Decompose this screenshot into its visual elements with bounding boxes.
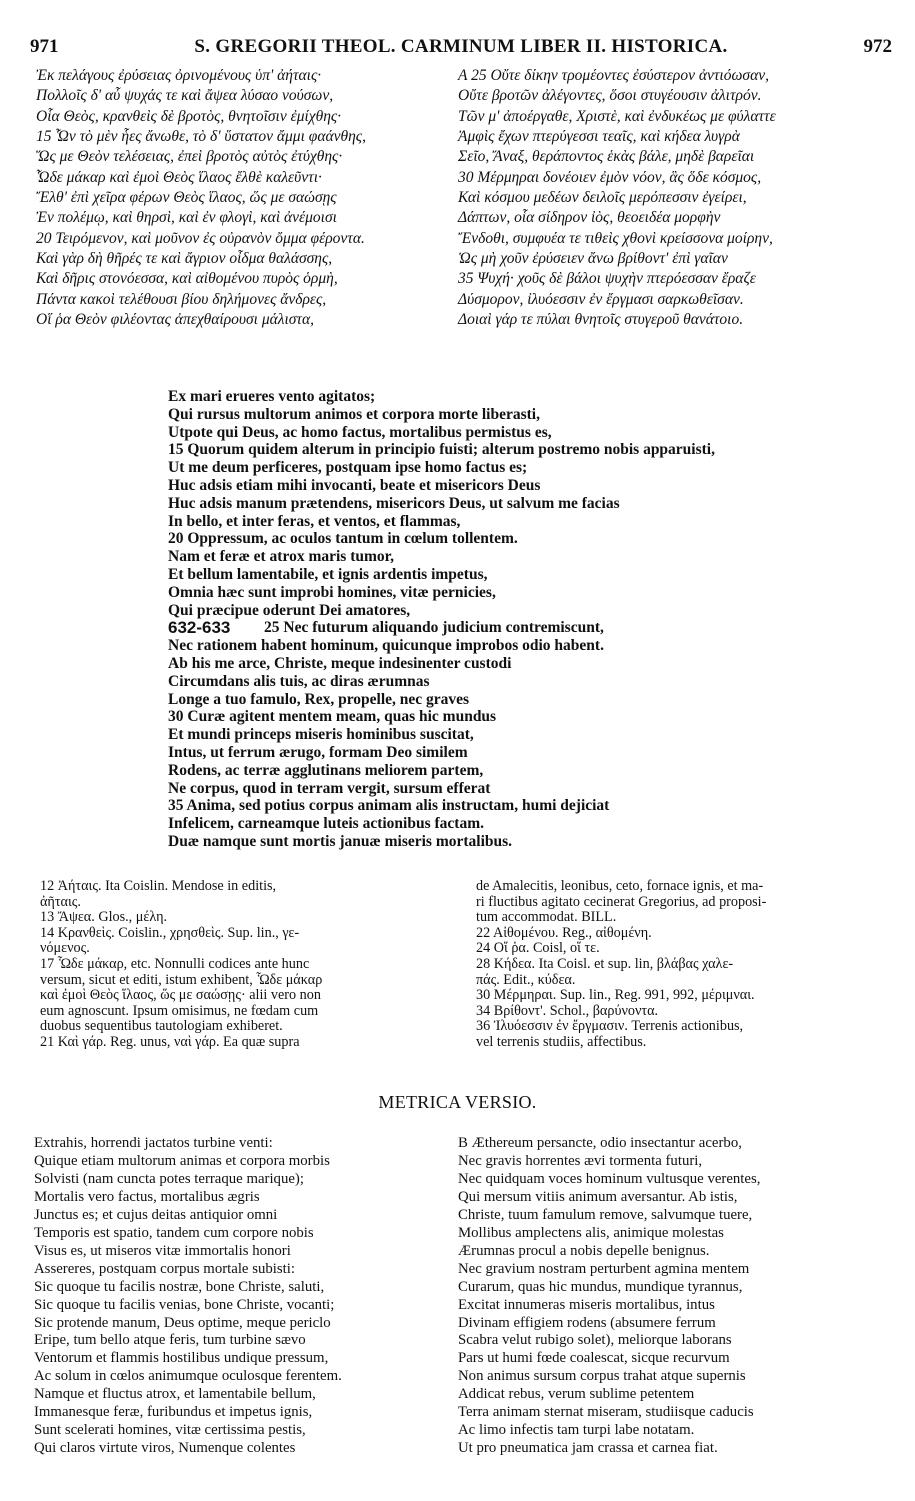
notes-right-line: vel terrenis studiis, affectibus. [476,1033,647,1050]
verse-left-line: Temporis est spatio, tandem cum corpore nobis [34,1224,314,1241]
greek-left-line: Καὶ δῆρις στονόεσσα, καὶ αἰθομένου πυρὸς ὁρμὴ, [36,270,338,288]
latin-translation-line: 15 Quorum quidem alterum in principio fuisti; alterum postremo nobis apparuisti, [168,441,715,459]
margin-column-reference: 632-633 [168,618,231,637]
running-title: S. GREGORII THEOL. CARMINUM LIBER II. HISTORICA. [194,36,728,57]
verse-right-line: Ac limo infectis tam turpi labe notatam. [458,1422,695,1439]
greek-text-left-column [36,66,454,330]
verse-left-line: Qui claros virtute viros, Numenque colentes [34,1440,296,1457]
latin-translation-line: Huc adsis manum prætendens, misericors Deus, ut salvum me facias [168,494,620,512]
latin-translation-line: 20 Oppressum, ac oculos tantum in cœlum tollentem. [168,530,518,548]
greek-right-line: Ἀμφὶς ἔχων πτερύγεσσι τεαῖς, καὶ κήδεα λυγρὰ [458,128,740,146]
greek-right-line: Δύσμορον, ἰλυόεσσιν ἐν ἔργμασι σαρκωθεῖσαν. [458,290,744,308]
greek-left-line: Οἵ ῥα Θεὸν φιλέοντας ἀπεχθαίρουσι μάλιστα, [36,311,314,329]
greek-left-line: Ὥς με Θεὸν τελέσειας, ἐπεὶ βροτὸς αὐτὸς ἐτύχθης· [36,148,343,166]
notes-left-line: 13 Ἄψεα. Glos., μέλη. [40,909,168,926]
greek-right-line: Οὔτε βροτῶν ἀλέγοντες, ὅσοι στυγέουσιν ἀλιτρόν. [458,87,762,105]
greek-right-line: A 25 Οὔτε δίκην τρομέοντες ἐσύστερον ἀντιόωσαν, [458,67,769,84]
verse-left-line: Sic quoque tu facilis nostræ, bone Christe, saluti, [34,1278,325,1295]
footnotes-left-column [40,879,452,1051]
greek-left-line: Καὶ γὰρ δὴ θῆρές τε καὶ ἄγριον οἶδμα θαλάσσης, [36,250,333,268]
verse-left-line: Immanesque feræ, furibundus et impetus ignis, [34,1404,313,1421]
running-header [30,36,892,62]
verse-right-line: B Æthereum persancte, odio insectantur acerbo, [458,1135,742,1151]
verse-left-line: Namque et fluctus atrox, et lamentabile bellum, [34,1386,316,1403]
verse-left-line: Quique etiam multorum animas et corpora morbis [34,1152,330,1169]
latin-translation [168,388,888,851]
latin-translation-line: Ab his me arce, Christe, meque indesinenter custodi [168,654,512,672]
latin-translation-line: Circumdans alis tuis, ac diras ærumnas [168,672,430,690]
verse-left-line: Assereres, postquam corpus mortale subisti: [34,1260,295,1277]
greek-right-line: Δοιαὶ γάρ τε πύλαι θνητοῖς στυγεροῦ θανάτοιο. [458,311,744,329]
latin-translation-line: Rodens, ac terræ agglutinans meliorem partem, [168,761,484,779]
section-title: METRICA VERSIO. [378,1092,537,1112]
notes-left-line: 12 Ἀήταις. Ita Coislin. Mendose in editis, [40,878,277,894]
verse-left-line: Solvisti (nam cuncta potes terraque marique); [34,1170,304,1187]
notes-right-line: 34 Βρίθοντ'. Schol., βαρύνοντα. [476,1002,659,1019]
verse-right-line: Nec gravium nostram perturbent agmina mentem [458,1260,750,1277]
notes-left-line: duobus sequentibus tautologiam exhiberet. [40,1018,283,1035]
latin-translation-line: Omnia hæc sunt improbi homines, vitæ pernicies, [168,583,496,601]
verse-right-line: Excitat innumeras miseris mortalibus, intus [458,1296,715,1313]
greek-left-line: Πολλοῖς δ' αὖ ψυχάς τε καὶ ἄψεα λύσαο νούσων, [36,87,334,105]
latin-translation-line: Utpote qui Deus, ac homo factus, mortalibus permistus es, [168,423,552,441]
notes-right-line: 36 Ἰλυόεσσιν ἐν ἔργμασιν. Terrenis actionibus, [476,1018,744,1035]
latin-translation-line: Nam et feræ et atrox maris tumor, [168,548,394,566]
latin-translation-line: 30 Curæ agitent mentem meam, quas hic mundus [168,708,497,726]
verse-left-line: Eripe, tum bello atque feris, tum turbine sævo [34,1332,306,1349]
verse-left-line: Junctus es; et cujus deitas antiquior omni [34,1206,278,1223]
latin-translation-line: Longe a tuo famulo, Rex, propelle, nec graves [168,690,470,708]
verse-left-line: Ventorum et flammis hostilibus undique pressum, [34,1350,329,1367]
greek-right-line: Ἔνδοθι, συμφυέα τε τιθεὶς χθονὶ κρείσσονα μοίρην, [458,229,773,247]
latin-translation-line: Ex mari erueres vento agitatos; [168,388,376,405]
notes-right-line: 30 Μέρμηραι. Sup. lin., Reg. 991, 992, μέριμναι. [476,987,755,1004]
metrical-version-right-column [458,1135,898,1458]
page-number-left: 971 [30,36,59,57]
greek-right-line: Καὶ κόσμου μεδέων δειλοῖς μερόπεσσιν ἐγείρει, [458,189,747,207]
verse-left-line: Mortalis vero factus, mortalibus ægris [34,1188,260,1205]
verse-right-line: Non animus sursum corpus trahat atque supernis [458,1368,746,1385]
greek-right-line: Σεῖο, Ἄναξ, θεράποντος ἑκὰς βάλε, μηδὲ βαρεῖαι [458,148,755,166]
verse-left-line: Sic protende manum, Deus optime, meque periclo [34,1314,331,1331]
verse-right-line: Pars ut humi fœde coalescat, sicque recurvum [458,1350,730,1367]
notes-right-line: ri fluctibus agitato cecinerat Gregorius, ad proposi- [476,893,767,910]
verse-right-line: Christe, tuum famulum remove, salvumque tuere, [458,1206,753,1223]
greek-left-line: 20 Τειρόμενον, καὶ μοῦνον ἐς οὐρανὸν ὄμμα φέροντα. [36,229,365,247]
latin-translation-line: Ut me deum perficeres, postquam ipse homo factus es; [168,459,528,477]
notes-left-line: 17 Ὧδε μάκαρ, etc. Nonnulli codices ante hunc [40,955,310,972]
notes-left-line: versum, sicut et editi, istum exhibent, Ὧδε μάκαρ [40,971,323,988]
metrical-version-left-column [34,1135,454,1458]
latin-translation-line: Et bellum lamentabile, et ignis ardentis impetus, [168,565,488,583]
greek-left-line: Ἔλθ' ἐπὶ χεῖρα φέρων Θεὸς ἵλαος, ὥς με σαώσῃς [36,189,337,207]
notes-left-line: eum agnoscunt. Ipsum omisimus, ne fœdam cum [40,1002,319,1019]
greek-text-right-column [458,66,898,330]
page-number-right: 972 [863,36,892,57]
latin-translation-line: Qui rursus multorum animos et corpora morte liberasti, [168,405,540,423]
notes-right-line: 22 Αἰθομένου. Reg., αἰθομένη. [476,924,652,941]
verse-right-line: Qui mersum vitiis animum aversantur. Ab istis, [458,1188,738,1205]
latin-translation-line: 35 Anima, sed potius corpus animam alis instructam, humi dejiciat [168,797,610,815]
verse-right-line: Nec quidquam voces hominum vultusque verentes, [458,1170,761,1187]
latin-translation-line: Ne corpus, quod in terram vergit, sursum efferat [168,779,491,797]
latin-translation-line: Qui præcipue oderunt Dei amatores, [168,601,411,619]
verse-right-line: Terra animam sternat miseram, studiisque caducis [458,1404,754,1421]
latin-translation-line: In bello, et inter feras, et ventos, et flammas, [168,512,461,530]
greek-left-line: 15 Ὧν τὸ μὲν ἧες ἄνωθε, τὸ δ' ὕστατον ἄμμι φαάνθης, [36,128,366,146]
greek-right-line: Τῶν μ' ἀποέργαθε, Χριστὲ, καὶ ἐνδυκέως με φύλαττε [458,107,776,125]
notes-left-line: 21 Καὶ γάρ. Reg. unus, ναὶ γάρ. Ea quæ supra [40,1033,300,1050]
footnotes-right-column [476,879,896,1051]
greek-right-line: 35 Ψυχή· χοῦς δὲ βάλοι ψυχὴν πτερόεσσαν ἔραζε [458,270,756,288]
verse-right-line: Nec gravis horrentes ævi tormenta futuri, [458,1152,703,1169]
verse-right-line: Ærumnas procul a nobis depelle benignus. [458,1242,710,1259]
notes-right-line: de Amalecitis, leonibus, ceto, fornace ignis, et ma- [476,878,764,894]
verse-left-line: Visus es, ut miseros vitæ immortalis honori [34,1242,291,1259]
latin-translation-line: 25 Nec futurum aliquando judicium contremiscunt, [264,619,604,637]
verse-right-line: Divinam effigiem rodens (absumere ferrum [458,1314,716,1331]
verse-right-line: Ut pro pneumatica jam crassa et carnea fiat. [458,1440,718,1457]
greek-left-line: Ἐκ πελάγους ἐρύσειας ὀρινομένους ὑπ' ἀήταις· [36,67,322,84]
verse-left-line: Sunt scelerati homines, vitæ certissima pestis, [34,1422,306,1439]
notes-left-line: 14 Κρανθεὶς. Coislin., χρησθεὶς. Sup. lin., γε- [40,924,300,941]
greek-right-line: Δάπτων, οἷα σίδηρον ἰὸς, θεοειδέα μορφὴν [458,209,721,227]
latin-translation-line: Et mundi princeps miseris hominibus suscitat, [168,726,474,744]
notes-right-line: 24 Οἵ ῥα. Coisl, οἵ τε. [476,940,600,957]
verse-right-line: Scabra velut rubigo solet), meliorque laborans [458,1332,732,1349]
verse-left-line: Ac solum in cœlos animumque oculosque ferentem. [34,1368,342,1385]
greek-right-line: 30 Μέρμηραι δονέοιεν ἐμὸν νόον, ἃς ὅδε κόσμος, [458,168,762,186]
latin-translation-line: Intus, ut ferrum ærugo, formam Deo similem [168,743,468,761]
latin-translation-line: Infelicem, carneamque luteis actionibus factam. [168,815,484,833]
notes-left-line: ἀῆταις. [40,893,81,910]
latin-translation-line: Huc adsis etiam mihi invocanti, beate et misericors Deus [168,476,541,494]
verse-left-line: Sic quoque tu facilis venias, bone Christe, vocanti; [34,1296,335,1313]
notes-right-line: πάς. Edit., κύδεα. [476,971,576,988]
latin-translation-line: Duæ namque sunt mortis januæ miseris mortalibus. [168,832,513,850]
greek-left-line: Ὧδε μάκαρ καὶ ἐμοὶ Θεὸς ἵλαος ἔλθὲ καλεῦντι· [36,168,322,186]
greek-left-line: Ἐν πολέμῳ, καὶ θηρσὶ, καὶ ἐν φλογὶ, καὶ ἀνέμοισι [36,209,337,227]
notes-left-line: νόμενος. [40,940,90,957]
notes-right-line: tum accommodat. BILL. [476,909,617,926]
notes-left-line: καὶ ἐμοὶ Θεὸς ἵλαος, ὥς με σαώσῃς· alii vero non [40,987,321,1004]
greek-right-line: Ὡς μὴ χοῦν ἐρύσειεν ἄνω βρίθοντ' ἐπὶ γαῖαν [458,250,728,268]
greek-left-line: Πάντα κακοὶ τελέθουσι βίου δηλήμονες ἄνδρες, [36,290,327,308]
verse-right-line: Addicat rebus, verum sublime petentem [458,1386,695,1403]
verse-right-line: Curarum, quas hic mundus, mundique tyrannus, [458,1278,743,1295]
verse-right-line: Mollibus amplectens alis, animique molestas [458,1224,724,1241]
latin-translation-line: Nec rationem habent hominum, quicunque improbos odio habent. [168,637,604,655]
verse-left-line: Extrahis, horrendi jactatos turbine venti: [34,1135,273,1151]
greek-left-line: Οἷα Θεὸς, κρανθεὶς δὲ βροτὸς, θνητοῖσιν ἐμίχθης· [36,107,342,125]
notes-right-line: 28 Κήδεα. Ita Coisl. et sup. lin, βλάβας χαλε- [476,955,734,972]
